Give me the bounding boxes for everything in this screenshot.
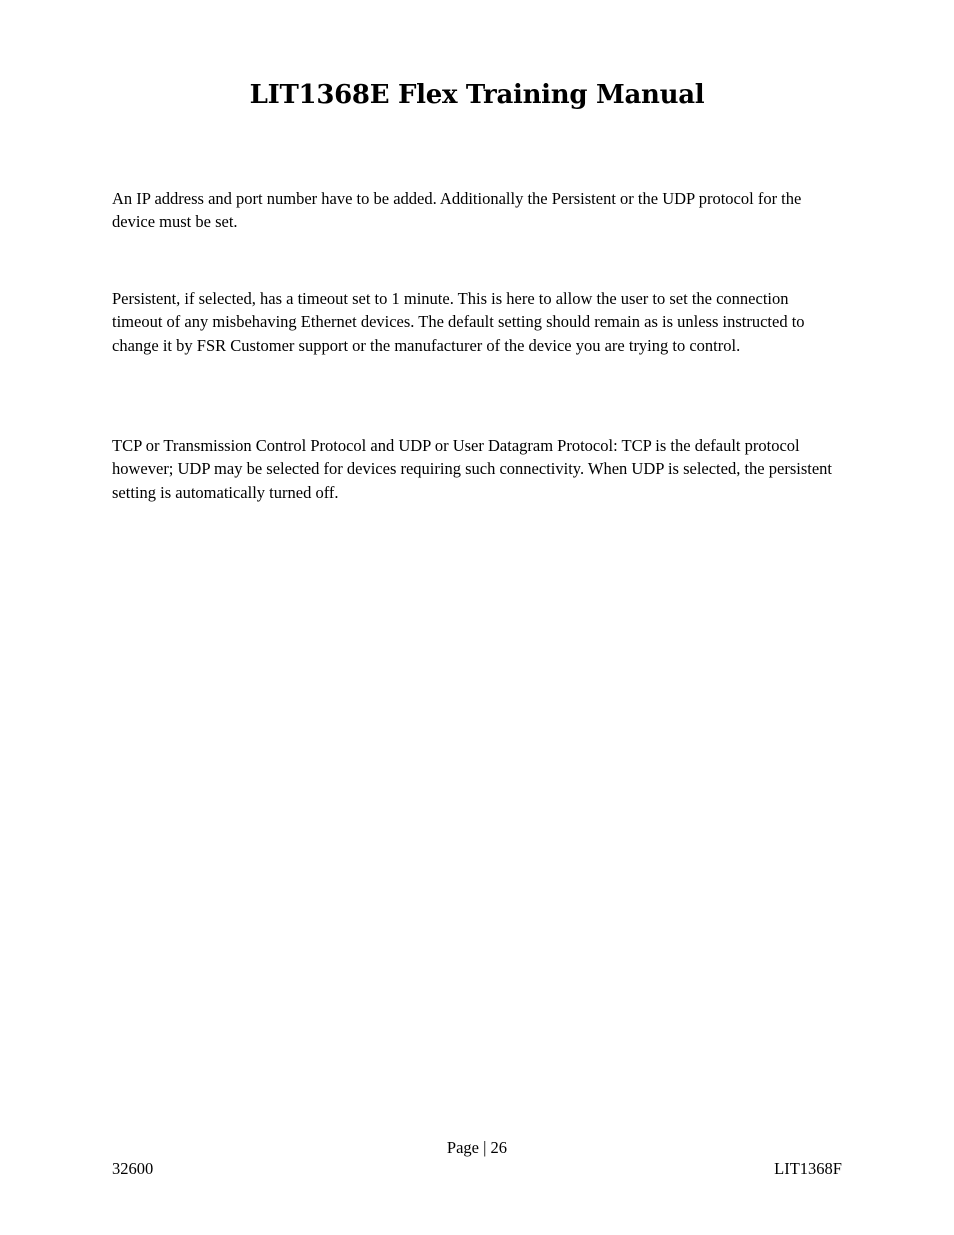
footer-left-code: 32600 xyxy=(112,1159,154,1178)
paragraph-ip-address: An IP address and port number have to be added. Additionally the Persistent or the UDP protocol for the device must be set. xyxy=(112,189,802,232)
paragraph-persistent: Persistent, if selected, has a timeout set to 1 minute. This is here to allow the user to set the connection timeout of any misbehaving Ethernet devices. The default setting should remain as is unless instructed to change it by FSR Customer support or the manufacturer of the device you are trying to control. xyxy=(112,289,805,355)
document-title: LIT1368E Flex Training Manual xyxy=(249,80,705,110)
paragraph-tcp-udp: TCP or Transmission Control Protocol and UDP or User Datagram Protocol: TCP is the default protocol however; UDP may be selected for devices requiring such connectivity. When UDP is selected, the persistent setting is automatically turned off. xyxy=(112,436,832,502)
footer-right-code: LIT1368F xyxy=(774,1159,842,1178)
footer-page-number: Page | 26 xyxy=(446,1138,508,1157)
